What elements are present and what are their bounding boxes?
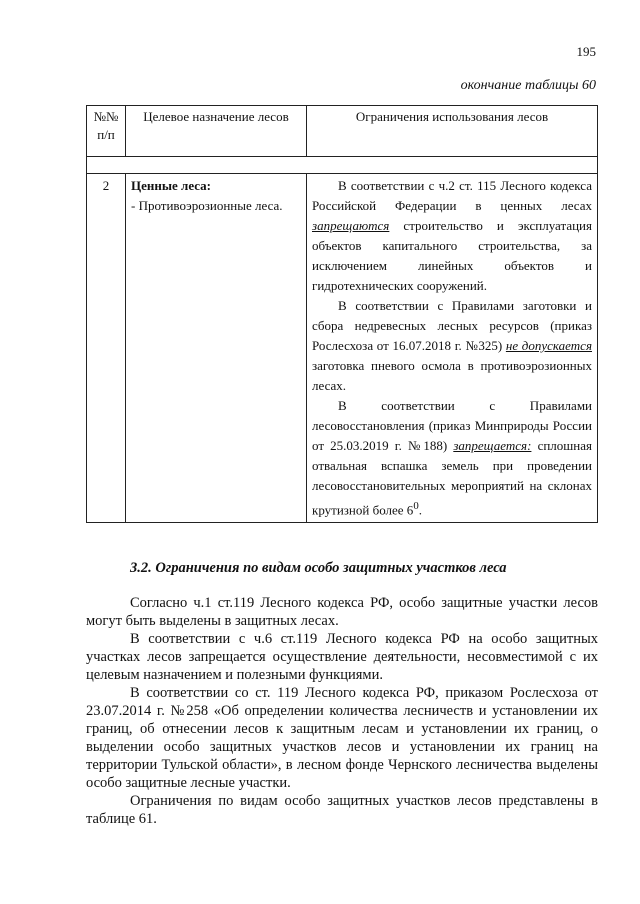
body-paragraph: В соответствии со ст. 119 Лесного кодекса РФ, приказом Рослесхоза от 23.07.2014 г. №258 «Об определении количества лесничеств и установлении их границ, об отнесении лесов к защитным лесам и установлении их границ, о выделении особо защитных участков лесов и установлении их границ на территории Тульской области», в лесном фонде Чернского лесничества выделены особо защитные лесные участки. <box>86 685 598 791</box>
header-restrictions: Ограничения использования лесов <box>307 106 598 157</box>
row-number: 2 <box>87 174 126 523</box>
restrictions-table <box>86 105 598 523</box>
table-spacer-row <box>87 157 598 174</box>
restriction-paragraph: В соответствии с Правилами лесовосстановления (приказ Минприроды России от 25.03.2019 г. №188) запрещается: сплошная отвальная вспашка земель при проведении лесовосстановительных мероприятий на склонах крутизной более $6^0$. <box>312 398 592 518</box>
header-purpose: Целевое назначение лесов <box>126 106 307 157</box>
degree-superscript: 0 <box>413 500 419 512</box>
body-paragraph: В соответствии с ч.6 ст.119 Лесного кодекса РФ на особо защитных участках лесов запрещается осуществление деятельности, несовместимой с их целевым назначением и полезными функциями. <box>86 631 598 683</box>
section-heading: 3.2. Ограничения по видам особо защитных участков леса <box>130 560 507 576</box>
row-purpose <box>126 174 307 523</box>
underlined-term: запрещаются <box>312 218 390 233</box>
underlined-term: запрещается: <box>453 438 532 453</box>
underlined-term: не допускается <box>505 338 592 353</box>
restriction-paragraph: В соответствии с ч.2 ст. 115 Лесного кодекса Российской Федерации в ценных лесах запрещаются строительство и эксплуатация объектов капитального строительства, за исключением линейных объектов и гидротехнических сооружений. <box>312 178 592 293</box>
restriction-paragraph: В соответствии с Правилами заготовки и сбора недревесных лесных ресурсов (приказ Рослесхоза от 16.07.2018 г. №325) не допускается заготовка пневого осмола в противоэрозионных лесах. <box>312 298 592 393</box>
section-body <box>86 594 598 828</box>
table-row <box>87 174 598 523</box>
row-restrictions <box>307 174 598 523</box>
body-paragraph: Ограничения по видам особо защитных участков лесов представлены в таблице 61. <box>86 793 598 827</box>
category-title: Ценные леса: <box>131 178 212 193</box>
page-number: 195 <box>576 44 596 59</box>
table-caption: окончание таблицы 60 <box>460 78 596 93</box>
category-item: - Противоэрозионные леса. <box>131 198 283 213</box>
header-number: №№ п/п <box>87 106 126 157</box>
body-paragraph: Согласно ч.1 ст.119 Лесного кодекса РФ, особо защитные участки лесов могут быть выделены в защитных лесах. <box>86 595 598 629</box>
table-header-row <box>87 106 598 157</box>
